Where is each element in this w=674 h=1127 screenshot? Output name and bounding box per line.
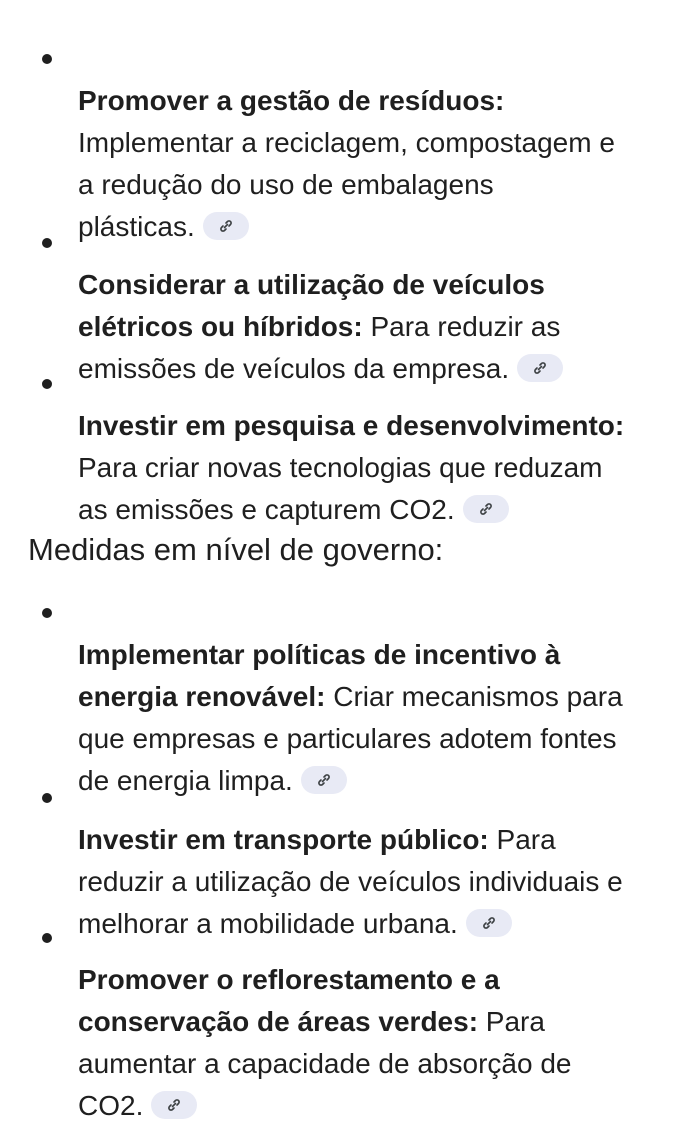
link-icon bbox=[166, 1097, 182, 1113]
item-title: Promover a gestão de resíduos: bbox=[78, 85, 505, 116]
item-text: Implementar a reciclagem, compostagem e a redução do uso de embalagens plásticas. bbox=[78, 127, 615, 242]
bullet-icon bbox=[42, 933, 52, 943]
list-item bbox=[0, 917, 571, 1127]
bullet-icon bbox=[42, 379, 52, 389]
bullet-icon bbox=[42, 793, 52, 803]
list-item bbox=[0, 38, 615, 248]
bullet-icon bbox=[42, 54, 52, 64]
list-item bbox=[0, 592, 623, 802]
source-link-button[interactable] bbox=[151, 1091, 197, 1119]
item-title: Implementar políticas de incentivo à energia renovável: bbox=[78, 639, 561, 712]
section-heading: Medidas em nível de governo: bbox=[28, 532, 444, 567]
item-text: Para criar novas tecnologias que reduzam as emissões e capturem CO2. bbox=[78, 452, 603, 525]
item-title: Promover o reflorestamento e a conservação de áreas verdes: bbox=[78, 964, 500, 1037]
item-text: Para reduzir as emissões de veículos da empresa. bbox=[78, 311, 561, 384]
item-title: Investir em pesquisa e desenvolvimento: bbox=[78, 410, 625, 441]
list-item bbox=[0, 363, 624, 531]
item-text: Criar mecanismos para que empresas e particulares adotem fontes de energia limpa. bbox=[78, 681, 623, 796]
bullet-icon bbox=[42, 238, 52, 248]
item-text: Para aumentar a capacidade de absorção de CO2. bbox=[78, 1006, 572, 1121]
item-title: Considerar a utilização de veículos elétricos ou híbridos: bbox=[78, 269, 545, 342]
item-text: Para reduzir a utilização de veículos individuais e melhorar a mobilidade urbana. bbox=[78, 824, 623, 939]
source-link-button[interactable] bbox=[463, 495, 509, 523]
item-title: Investir em transporte público: bbox=[78, 824, 489, 855]
bullet-icon bbox=[42, 608, 52, 618]
link-icon bbox=[478, 501, 494, 517]
